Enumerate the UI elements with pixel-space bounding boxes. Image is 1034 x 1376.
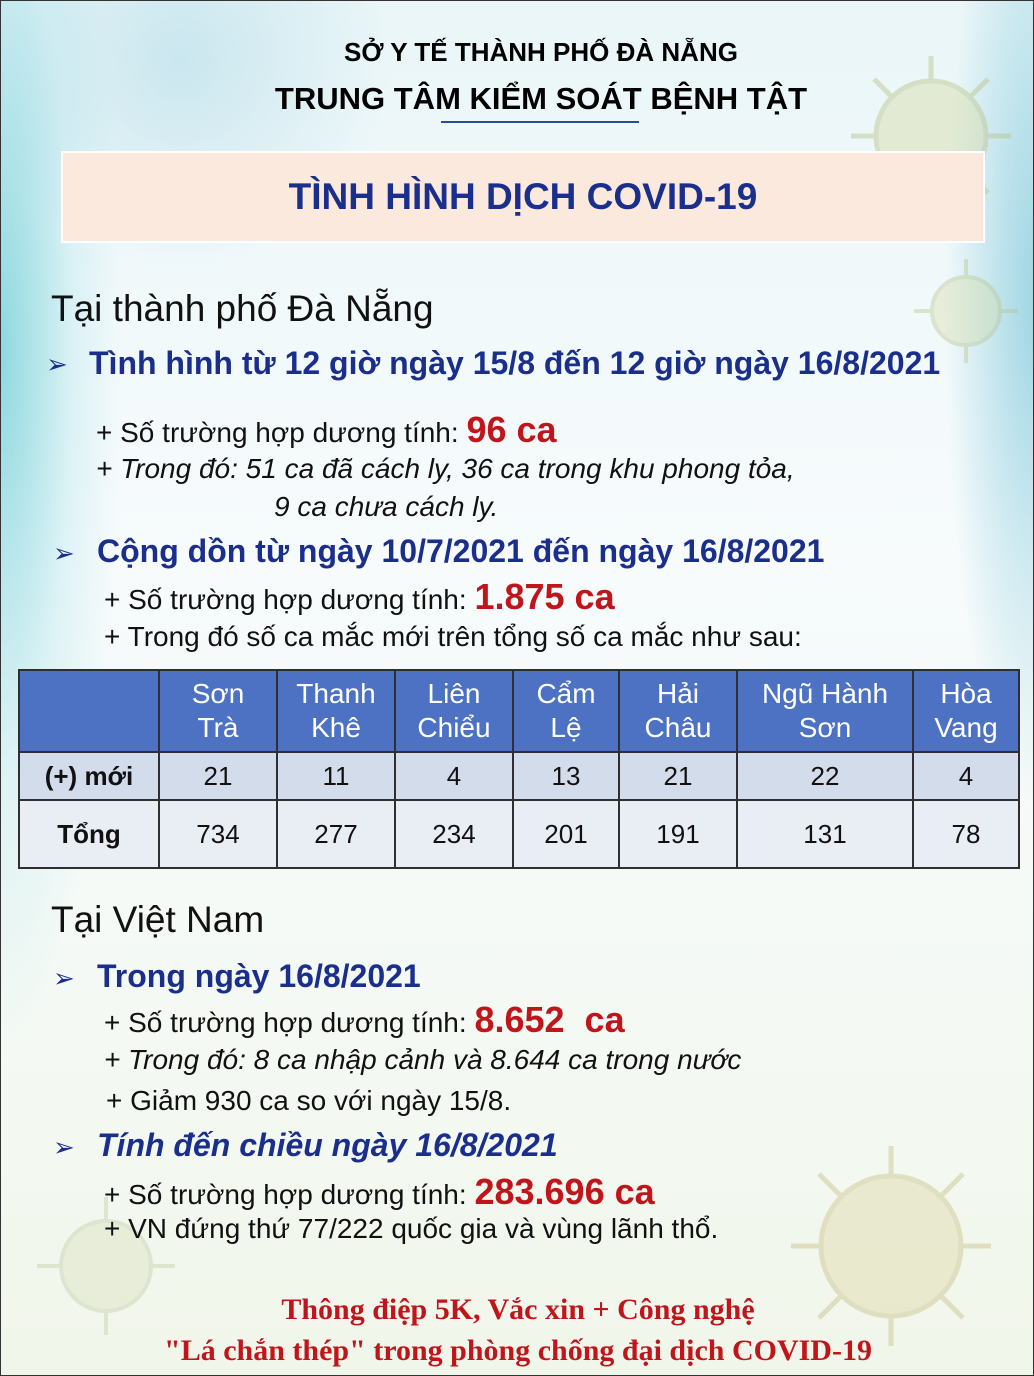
vietnam-rank-line: + VN đứng thứ 77/222 quốc gia và vùng lãnh thổ. [104, 1213, 719, 1244]
vietnam-daily-item [53, 963, 75, 994]
danang-daily-positive [96, 409, 557, 451]
row-label: Tổng [19, 800, 159, 868]
district-header: Sơn Trà [159, 670, 277, 752]
table-cell: 4 [395, 752, 513, 800]
banner-title: TÌNH HÌNH DỊCH COVID-19 [288, 176, 758, 217]
table-row-total [19, 800, 1019, 868]
slogan-line-2: "Lá chắn thép" trong phòng chống đại dịch COVID-19 [164, 1334, 872, 1367]
danang-daily-item [46, 349, 68, 380]
row-label: (+) mới [19, 752, 159, 800]
positive-value: 8.652 ca [474, 999, 625, 1040]
vietnam-daily-positive [104, 999, 625, 1041]
slogan-line-1: Thông điệp 5K, Vắc xin + Công nghệ [281, 1293, 755, 1326]
arrow-bullet-icon: ➢ [53, 1132, 75, 1162]
table-cell: 21 [619, 752, 737, 800]
table-cell: 21 [159, 752, 277, 800]
danang-daily-title: Tình hình từ 12 giờ ngày 15/8 đến 12 giờ ngày 16/8/2021 [89, 345, 941, 381]
positive-value: 1.875 ca [474, 576, 615, 617]
danang-heading: Tại thành phố Đà Nẵng [51, 288, 434, 329]
table-row-new [19, 752, 1019, 800]
arrow-bullet-icon: ➢ [53, 538, 75, 568]
district-cases-table [18, 669, 1020, 869]
vietnam-cumulative-positive [104, 1171, 655, 1213]
positive-value: 283.696 ca [474, 1171, 655, 1212]
danang-cumulative-positive [104, 576, 615, 618]
center-name: TRUNG TÂM KIỂM SOÁT BỆNH TẬT [274, 81, 808, 116]
table-header-row [19, 670, 1019, 752]
positive-label: + Số trường hợp dương tính: [104, 1179, 475, 1210]
table-cell: 4 [913, 752, 1019, 800]
district-header: Cẩm Lệ [513, 670, 619, 752]
vietnam-daily-change: + Giảm 930 ca so với ngày 15/8. [106, 1085, 512, 1116]
vietnam-cumulative-item [53, 1132, 75, 1163]
danang-daily-detail-2: 9 ca chưa cách ly. [274, 491, 499, 522]
vietnam-cumulative-title: Tính đến chiều ngày 16/8/2021 [97, 1127, 558, 1163]
district-header: Hòa Vang [913, 670, 1019, 752]
table-corner-cell [19, 670, 159, 752]
vietnam-heading: Tại Việt Nam [51, 899, 265, 940]
positive-label: + Số trường hợp dương tính: [104, 584, 475, 615]
danang-daily-detail-1: + Trong đó: 51 ca đã cách ly, 36 ca trong khu phong tỏa, [96, 453, 795, 484]
positive-label: + Số trường hợp dương tính: [104, 1007, 475, 1038]
title-banner [63, 153, 983, 241]
table-cell: 201 [513, 800, 619, 868]
danang-breakdown-line: + Trong đó số ca mắc mới trên tổng số ca mắc như sau: [104, 621, 802, 652]
district-header: Ngũ Hành Sơn [737, 670, 913, 752]
table-cell: 234 [395, 800, 513, 868]
district-header: Hải Châu [619, 670, 737, 752]
positive-label: + Số trường hợp dương tính: [96, 417, 467, 448]
danang-cumulative-title: Cộng dồn từ ngày 10/7/2021 đến ngày 16/8/2021 [97, 533, 825, 569]
table-cell: 191 [619, 800, 737, 868]
table-cell: 11 [277, 752, 395, 800]
header-underline [441, 121, 639, 123]
table-cell: 734 [159, 800, 277, 868]
table-cell: 277 [277, 800, 395, 868]
district-header: Liên Chiểu [395, 670, 513, 752]
table-cell: 131 [737, 800, 913, 868]
arrow-bullet-icon: ➢ [53, 963, 75, 993]
vietnam-daily-title: Trong ngày 16/8/2021 [97, 958, 421, 994]
danang-cumulative-item [53, 538, 75, 569]
table-cell: 13 [513, 752, 619, 800]
table-cell: 22 [737, 752, 913, 800]
positive-value: 96 ca [466, 409, 557, 450]
vietnam-daily-detail: + Trong đó: 8 ca nhập cảnh và 8.644 ca trong nước [104, 1044, 742, 1075]
table-cell: 78 [913, 800, 1019, 868]
org-name: SỞ Y TẾ THÀNH PHỐ ĐÀ NẴNG [344, 37, 738, 67]
arrow-bullet-icon: ➢ [46, 349, 68, 379]
district-header: Thanh Khê [277, 670, 395, 752]
